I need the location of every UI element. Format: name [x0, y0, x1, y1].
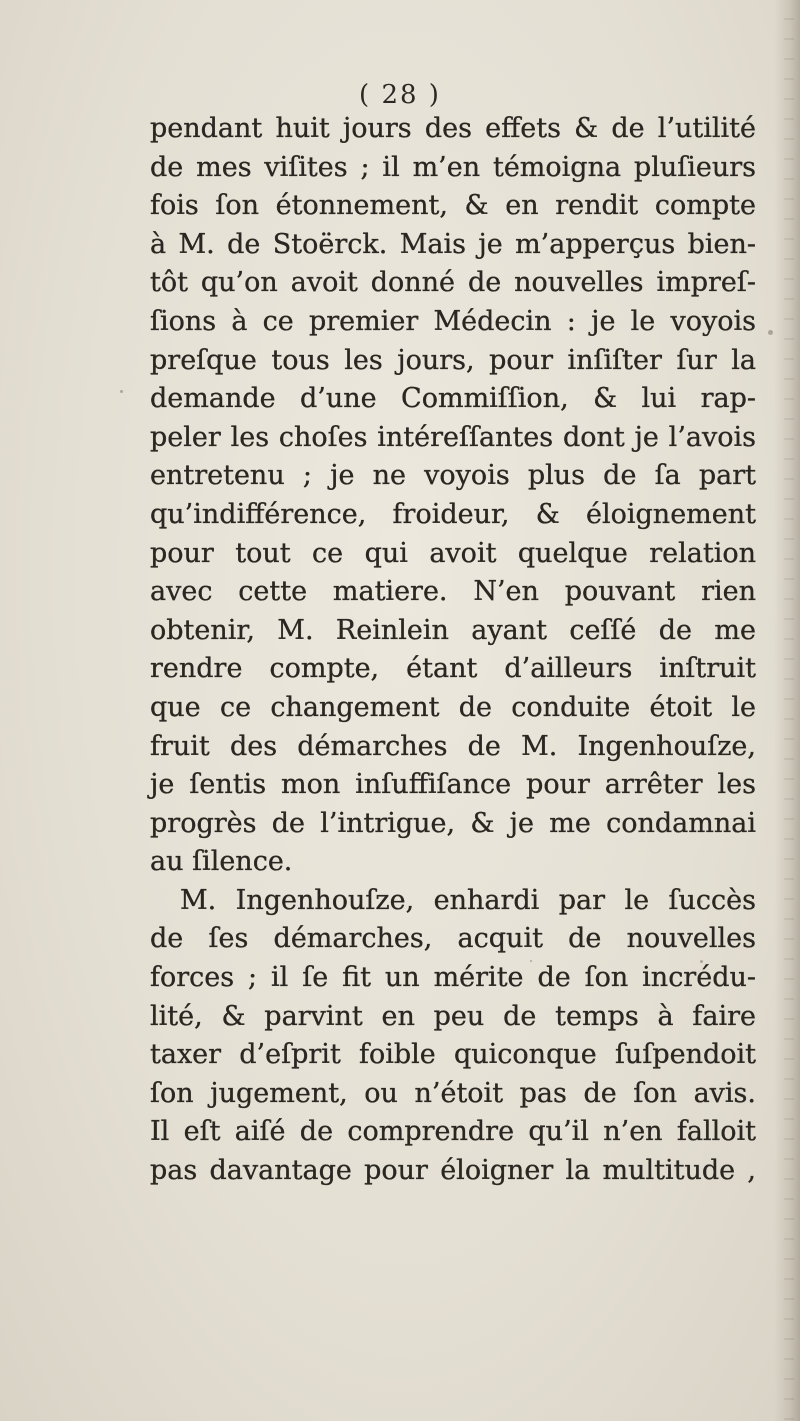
text-line: obtenir, M. Reinlein ayant ceſſé de me [150, 614, 756, 646]
text-line: preſque tous les jours, pour inſiſter ſur la [150, 344, 756, 376]
text-line: tôt qu’on avoit donné de nouvelles impreſ- [150, 267, 756, 299]
paper-speck [768, 330, 773, 335]
paper-speck [120, 390, 123, 393]
text-line: ſon jugement, ou n’étoit pas de ſon avis. [150, 1077, 756, 1109]
text-line: à M. de Stoërck. Mais je m’apperçus bien- [150, 228, 756, 260]
text-line: de mes viſites ; il m’en témoigna pluſieurs [150, 151, 756, 183]
text-line: fruit des démarches de M. Ingenhouſze, [150, 730, 756, 762]
text-line: pendant huit jours des effets & de l’utilité [150, 113, 756, 144]
text-line: lité, & parvint en peu de temps à faire [150, 1000, 756, 1032]
text-line: de ſes démarches, acquit de nouvelles [150, 923, 756, 955]
text-line: M. Ingenhouſze, enhardi par le ſuccès [180, 884, 756, 916]
text-line: taxer d’eſprit foible quiconque ſuſpendoit [150, 1039, 756, 1071]
paper-speck [700, 960, 703, 963]
text-line: je ſentis mon inſuffiſance pour arrêter les [150, 769, 756, 801]
text-line: que ce changement de conduite étoit le [150, 691, 756, 723]
text-line: rendre compte, étant d’ailleurs inſtruit [150, 653, 756, 685]
text-line: pour tout ce qui avoit quelque relation [150, 537, 756, 569]
text-line: progrès de l’intrigue, & je me condamnai [150, 807, 756, 839]
text-line: entretenu ; je ne voyois plus de ſa part [150, 460, 756, 492]
text-line: avec cette matiere. N’en pouvant rien [150, 576, 756, 608]
text-line: au ſilence. [150, 846, 293, 878]
paper-speck [530, 960, 532, 962]
text-line: forces ; il ſe fit un mérite de ſon incrédu- [150, 962, 756, 994]
page-edge-texture [784, 0, 794, 1421]
text-line: ſions à ce premier Médecin : je le voyois [150, 305, 756, 337]
text-line: fois ſon étonnement, & en rendit compte [150, 190, 756, 222]
text-line: demande d’une Commiſſion, & lui rap- [150, 383, 756, 415]
body-text [150, 110, 756, 1191]
text-line: Il eſt aiſé de comprendre qu’il n’en falloit [150, 1116, 756, 1148]
page-number: ( 28 ) [359, 80, 441, 110]
text-line: pas davantage pour éloigner la multitude , [150, 1155, 756, 1187]
paper-speck [450, 1090, 453, 1093]
text-line: peler les choſes intéreſſantes dont je l’avois [150, 421, 756, 453]
text-line: qu’indifférence, froideur, & éloignement [150, 498, 756, 530]
